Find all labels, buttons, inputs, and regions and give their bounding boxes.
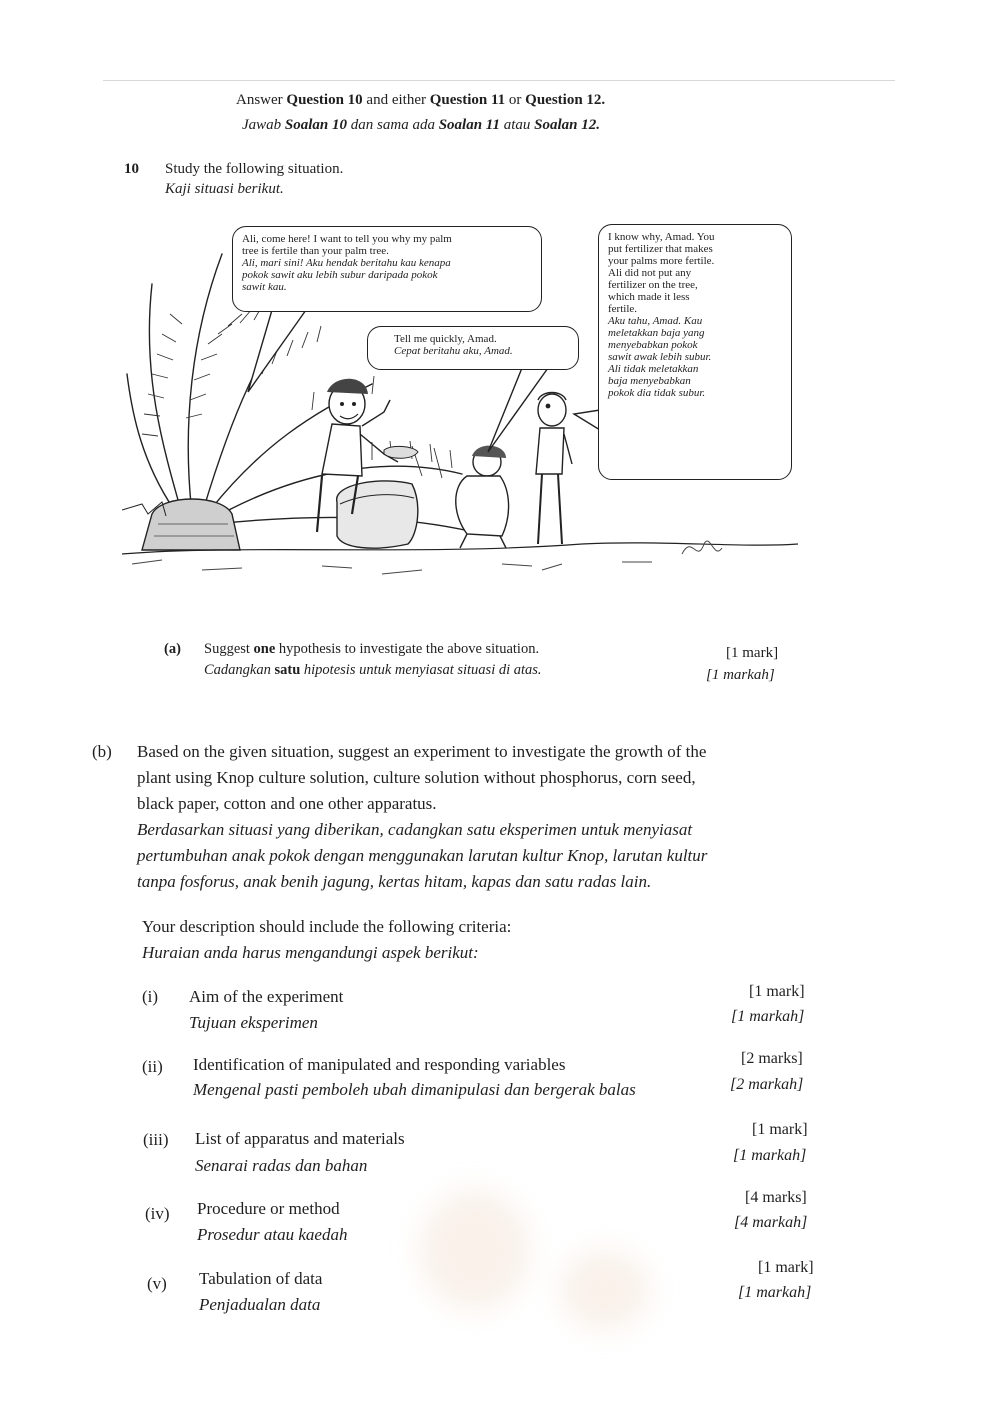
header-s12: Soalan 12. — [534, 117, 601, 133]
criterion-mark-ms: [1 markah] — [733, 1147, 807, 1164]
question-stem-en: Study the following situation. — [165, 161, 344, 177]
bubble-text: I know why, Amad. You — [608, 231, 715, 243]
bubble-text: sawit kau. — [242, 281, 287, 293]
part-a-label: (a) — [164, 641, 181, 657]
part-a-emphasis: satu — [274, 662, 301, 678]
criterion-ms: Prosedur atau kaedah — [197, 1225, 348, 1244]
bubble-text: meletakkan baja yang — [608, 327, 705, 339]
criterion-ms: Senarai radas dan bahan — [195, 1156, 368, 1175]
header-s10: Soalan 10 — [284, 117, 348, 133]
speech-bubble-friend — [598, 224, 792, 480]
header-text: or — [505, 92, 526, 108]
part-a-text: hypothesis to investigate the above situation. — [275, 641, 540, 657]
criterion-en: Identification of manipulated and responding variables — [193, 1055, 566, 1074]
part-b-ms-1: Berdasarkan situasi yang diberikan, cadangkan satu eksperimen untuk menyiasat — [137, 820, 693, 839]
bubble-text: Ali did not put any — [608, 267, 692, 279]
header-text: dan sama ada — [347, 117, 439, 133]
bubble-text: Ali, mari sini! Aku hendak beritahu kau kenapa — [242, 257, 451, 269]
criterion-mark-en: [1 mark] — [758, 1259, 814, 1276]
criterion-en: Procedure or method — [197, 1199, 340, 1218]
criteria-intro-ms: Huraian anda harus mengandungi aspek berikut: — [142, 943, 479, 962]
part-b-en-1: Based on the given situation, suggest an experiment to investigate the growth of the — [137, 742, 707, 761]
part-a-text: Cadangkan — [204, 662, 275, 678]
scan-smudge — [420, 1190, 530, 1310]
part-a-en — [204, 641, 539, 658]
criterion-mark-ms: [1 markah] — [731, 1008, 805, 1025]
criterion-mark-en: [1 mark] — [749, 983, 805, 1000]
question-stem-ms: Kaji situasi berikut. — [165, 181, 284, 197]
part-a-mark-en: [1 mark] — [726, 645, 779, 661]
criterion-en: Aim of the experiment — [189, 987, 344, 1006]
header-instruction-en — [236, 92, 605, 109]
speech-bubble-amad — [232, 226, 542, 312]
bubble3-tail — [574, 410, 600, 430]
criterion-mark-en: [2 marks] — [741, 1050, 803, 1067]
header-text: Answer — [236, 92, 287, 108]
part-b-en-3: black paper, cotton and one other apparatus. — [137, 794, 437, 813]
criterion-mark-ms: [4 markah] — [734, 1214, 808, 1231]
bubble-text: put fertilizer that makes — [608, 243, 713, 255]
bubble-text: fertile. — [608, 303, 638, 315]
header-q11: Question 11 — [429, 92, 506, 108]
header-text: and either — [362, 92, 430, 108]
criterion-ms: Penjadualan data — [199, 1295, 321, 1314]
criterion-en: List of apparatus and materials — [195, 1129, 405, 1148]
bubble1-tail — [248, 310, 306, 392]
top-rule — [103, 80, 895, 81]
bubble-text: your palms more fertile. — [608, 255, 715, 267]
criterion-mark-en: [4 marks] — [745, 1189, 807, 1206]
palm-frond — [188, 254, 222, 514]
friend-head — [538, 394, 566, 426]
speech-bubble-ali — [367, 326, 579, 370]
situation-comic — [122, 214, 798, 590]
criteria-intro-en: Your description should include the following criteria: — [142, 917, 512, 936]
bubble-text: Ali, come here! I want to tell you why my palm — [242, 233, 452, 245]
bubble-text: fertilizer on the tree, — [608, 279, 698, 291]
criterion-number: (iv) — [145, 1204, 170, 1223]
part-a-emphasis: one — [253, 641, 276, 657]
criterion-number: (iii) — [143, 1130, 169, 1149]
header-s11: Soalan 11 — [438, 117, 500, 133]
part-b-ms-2: pertumbuhan anak pokok dengan menggunakan larutan kultur Knop, larutan kultur — [137, 846, 708, 865]
criterion-en: Tabulation of data — [199, 1269, 323, 1288]
palm-frond — [149, 284, 182, 514]
bubble-text: pokok sawit aku lebih subur daripada pokok — [242, 269, 438, 281]
bubble-text: tree is fertile than your palm tree. — [242, 245, 389, 257]
bubble-text: which made it less — [608, 291, 690, 303]
criterion-mark-ms: [2 markah] — [730, 1076, 804, 1093]
criterion-mark-en: [1 mark] — [752, 1121, 808, 1138]
bubble-text: pokok dia tidak subur. — [608, 387, 706, 399]
header-q10: Question 10 — [286, 92, 363, 108]
header-text: Jawab — [242, 117, 285, 133]
scan-smudge — [560, 1250, 650, 1330]
bubble-text: baja menyebabkan — [608, 375, 691, 387]
bubble-text: Aku tahu, Amad. Kau — [608, 315, 703, 327]
header-instruction-ms — [242, 117, 600, 134]
criterion-ms: Mengenal pasti pemboleh ubah dimanipulasi dan bergerak balas — [193, 1080, 636, 1099]
ali-cap — [472, 446, 506, 458]
criterion-number: (i) — [142, 987, 159, 1006]
fertilizer-sack — [337, 481, 418, 548]
part-a-mark-ms: [1 markah] — [706, 667, 775, 683]
criterion-mark-ms: [1 markah] — [738, 1284, 812, 1301]
part-b-label: (b) — [92, 742, 112, 761]
criterion-number: (v) — [147, 1274, 167, 1293]
part-a-text: Suggest — [204, 641, 254, 657]
part-b-ms-3: tanpa fosforus, anak benih jagung, kertas hitam, kapas dan satu radas lain. — [137, 872, 652, 891]
part-a-ms — [204, 662, 542, 679]
criterion-number: (ii) — [142, 1057, 163, 1076]
bubble-text: sawit awak lebih subur. — [608, 351, 712, 363]
part-b-en-2: plant using Knop culture solution, culture solution without phosphorus, corn seed, — [137, 768, 696, 787]
bubble-text: Tell me quickly, Amad. — [394, 333, 497, 345]
header-q12: Question 12. — [525, 92, 606, 108]
amad-cap — [327, 379, 368, 394]
bubble-text: Ali tidak meletakkan — [608, 363, 699, 375]
question-number: 10 — [124, 161, 139, 177]
criterion-ms: Tujuan eksperimen — [189, 1013, 318, 1032]
header-text: atau — [499, 117, 535, 133]
bubble-text: Cepat beritahu aku, Amad. — [394, 345, 513, 357]
bubble-text: menyebabkan pokok — [608, 339, 698, 351]
part-a-text: hipotesis untuk menyiasat situasi di atas. — [300, 662, 542, 678]
